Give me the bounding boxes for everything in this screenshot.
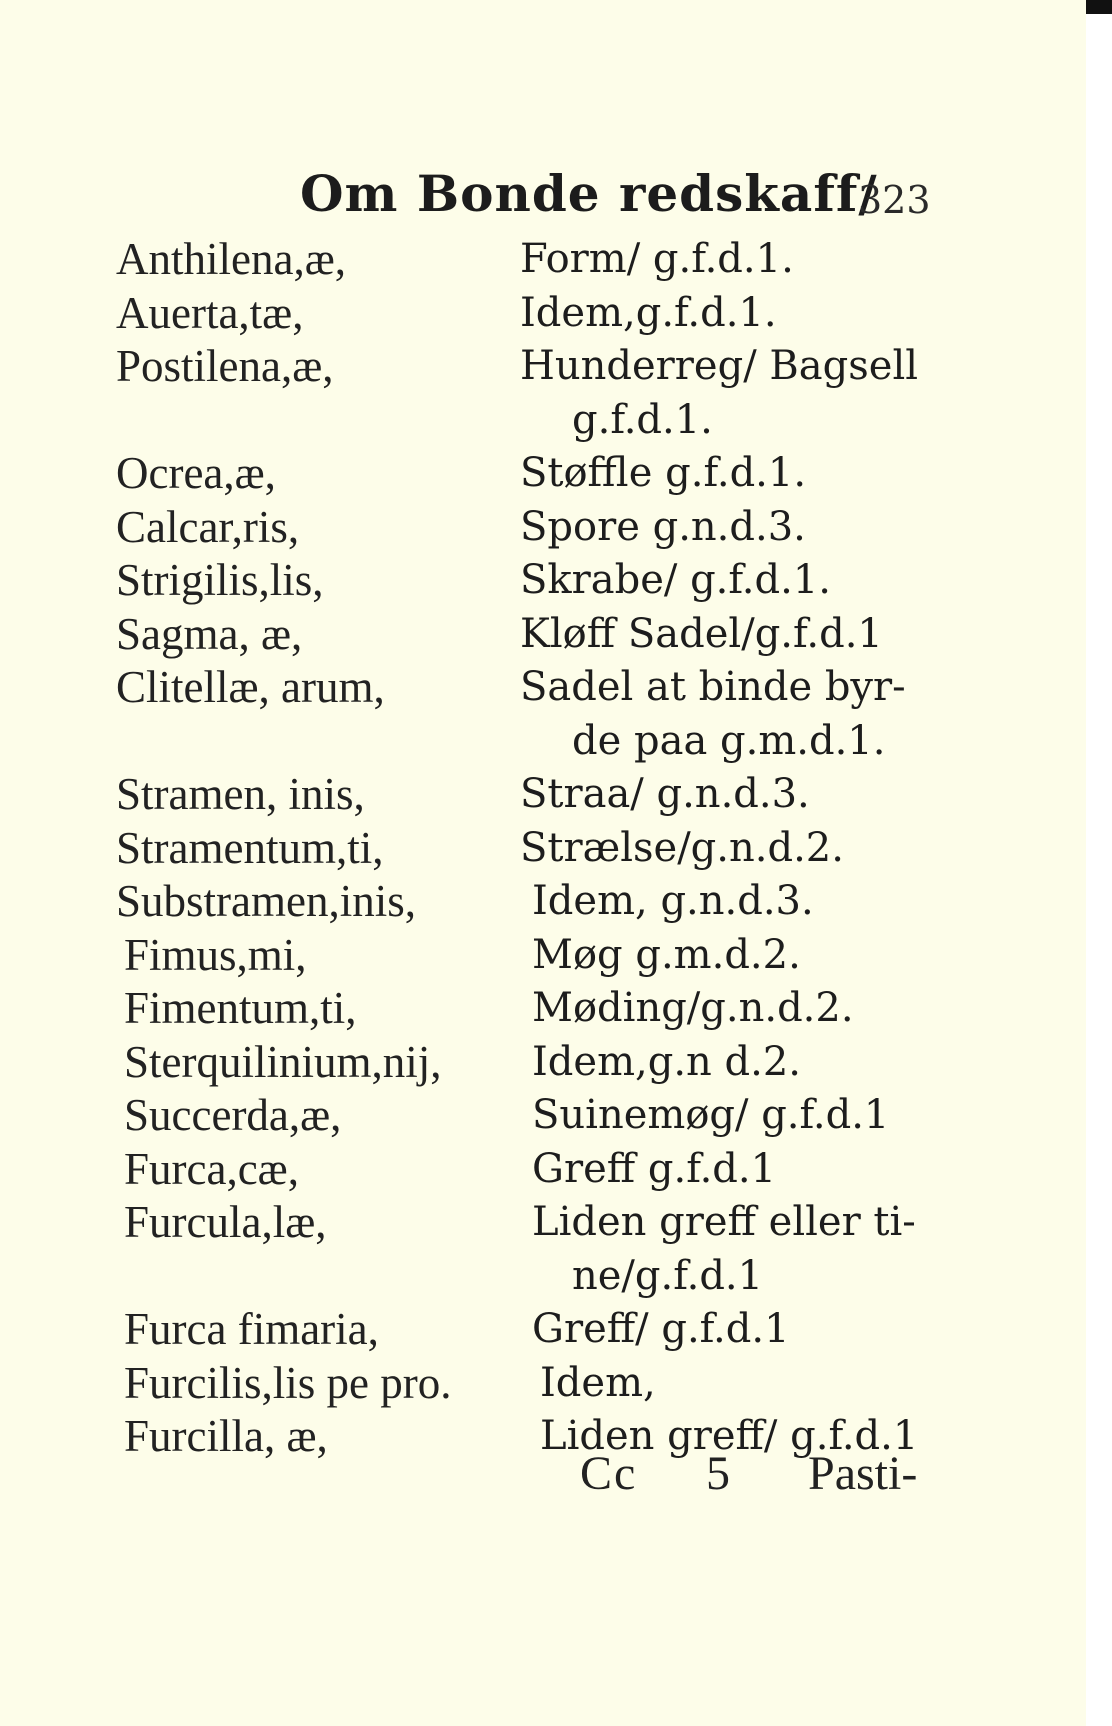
latin-term: Furca,cæ, bbox=[124, 1143, 299, 1194]
entry-row bbox=[0, 767, 1086, 821]
entry-row bbox=[0, 1195, 1086, 1249]
entry-row bbox=[0, 607, 1086, 661]
entry-row bbox=[0, 928, 1086, 982]
scan-edge-mark bbox=[1086, 0, 1112, 14]
latin-term: Sagma, æ, bbox=[116, 608, 303, 659]
latin-term: Furca fimaria, bbox=[124, 1304, 379, 1354]
danish-gloss: Idem,g.f.d.1. bbox=[520, 289, 777, 336]
danish-gloss-continuation: g.f.d.1. bbox=[572, 396, 713, 443]
danish-gloss: Møding/g.n.d.2. bbox=[532, 985, 854, 1031]
danish-gloss: Idem, bbox=[540, 1359, 656, 1406]
latin-term: Postilena,æ, bbox=[116, 341, 334, 391]
latin-term: Substramen,inis, bbox=[116, 876, 416, 926]
latin-term: Auerta,tæ, bbox=[116, 287, 304, 338]
page-number: 323 bbox=[858, 178, 931, 222]
latin-term: Ocrea,æ, bbox=[116, 448, 276, 498]
danish-gloss: Sadel at binde byr- bbox=[520, 664, 906, 710]
entry-row bbox=[0, 446, 1086, 500]
danish-gloss: Suinemøg/ g.f.d.1 bbox=[532, 1092, 890, 1138]
entry-row bbox=[0, 981, 1086, 1035]
entry-continuation-row bbox=[0, 1249, 1086, 1303]
latin-term: Sterquilinium,nij, bbox=[124, 1036, 442, 1087]
entry-continuation-row bbox=[0, 393, 1086, 447]
danish-gloss: Støffle g.f.d.1. bbox=[520, 450, 807, 496]
entry-row bbox=[0, 1356, 1086, 1410]
latin-term: Calcar,ris, bbox=[116, 501, 300, 552]
danish-gloss: Straa/ g.n.d.3. bbox=[520, 771, 810, 817]
danish-gloss-continuation: ne/g.f.d.1 bbox=[572, 1252, 764, 1299]
entry-row bbox=[0, 874, 1086, 928]
latin-term: Anthilena,æ, bbox=[116, 234, 346, 284]
danish-gloss: Møg g.m.d.2. bbox=[532, 931, 801, 978]
entry-row bbox=[0, 1142, 1086, 1196]
latin-term: Furcula,læ, bbox=[124, 1197, 327, 1247]
entry-continuation-row bbox=[0, 714, 1086, 768]
danish-gloss: Spore g.n.d.3. bbox=[520, 503, 806, 550]
latin-term: Strigilis,lis, bbox=[116, 555, 324, 605]
latin-term: Furcilla, æ, bbox=[124, 1411, 328, 1461]
latin-term: Clitellæ, arum, bbox=[116, 662, 385, 712]
danish-gloss: Idem,g.n d.2. bbox=[532, 1038, 802, 1085]
entry-row bbox=[0, 660, 1086, 714]
danish-gloss: Liden greff/ g.f.d.1 bbox=[540, 1413, 919, 1459]
latin-term: Stramentum,ti, bbox=[116, 822, 384, 873]
latin-term: Fimus,mi, bbox=[124, 929, 307, 980]
signature-mark: Cc bbox=[580, 1447, 638, 1500]
danish-gloss: Strælse/g.n.d.2. bbox=[520, 824, 844, 871]
danish-gloss: Greff/ g.f.d.1 bbox=[532, 1306, 790, 1352]
signature-number: 5 bbox=[706, 1447, 730, 1500]
entry-row bbox=[0, 1302, 1086, 1356]
danish-gloss: Liden greff eller ti- bbox=[532, 1199, 916, 1245]
entry-row bbox=[0, 553, 1086, 607]
danish-gloss: Kløff Sadel/g.f.d.1 bbox=[520, 610, 883, 657]
entry-row bbox=[0, 821, 1086, 875]
catchword: Pasti- bbox=[808, 1447, 918, 1500]
latin-term: Stramen, inis, bbox=[116, 769, 365, 819]
danish-gloss: Idem, g.n.d.3. bbox=[532, 878, 814, 924]
latin-term: Fimentum,ti, bbox=[124, 983, 357, 1033]
entry-row bbox=[0, 500, 1086, 554]
entry-row bbox=[0, 1035, 1086, 1089]
danish-gloss: Skrabe/ g.f.d.1. bbox=[520, 557, 831, 603]
danish-gloss: Greff g.f.d.1 bbox=[532, 1145, 777, 1192]
latin-term: Furcilis,lis pe pro. bbox=[124, 1357, 452, 1408]
entry-row bbox=[0, 286, 1086, 340]
entry-row bbox=[0, 232, 1086, 286]
danish-gloss: Hunderreg/ Bagsell bbox=[520, 343, 919, 389]
danish-gloss-continuation: de paa g.m.d.1. bbox=[572, 717, 886, 764]
danish-gloss: Form/ g.f.d.1. bbox=[520, 236, 794, 282]
page-footer bbox=[0, 1446, 1086, 1506]
latin-term: Succerda,æ, bbox=[124, 1090, 342, 1140]
glossary-entries bbox=[0, 232, 1086, 1463]
running-header: Om Bonde redskaff/ bbox=[300, 164, 878, 223]
entry-row bbox=[0, 339, 1086, 393]
entry-row bbox=[0, 1088, 1086, 1142]
